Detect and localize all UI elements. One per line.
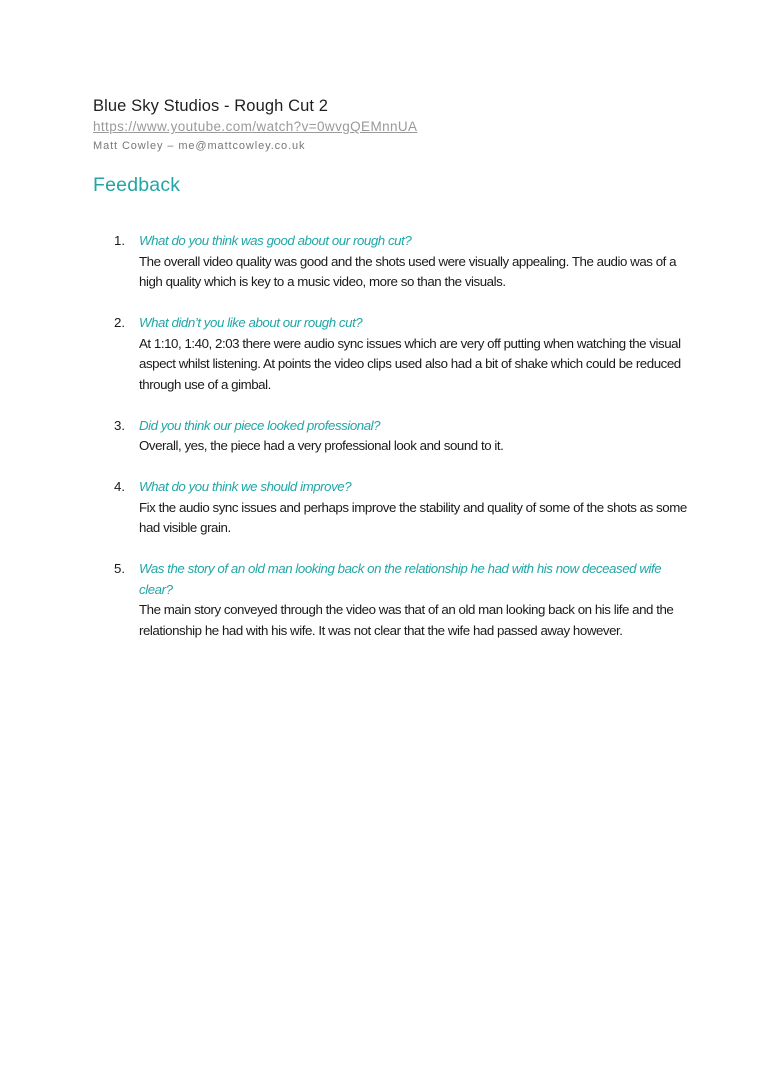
answer-text: Overall, yes, the piece had a very professional look and sound to it. <box>139 438 504 453</box>
answer-text: At 1:10, 1:40, 2:03 there were audio sync issues which are very off putting when watching the visual aspect whilst listening. At points the video clips used also had a bit of shake which could be reduced through use of a gimbal. <box>139 335 681 392</box>
question-text: Was the story of an old man looking back on the relationship he had with his now deceased wife clear? <box>139 561 662 597</box>
question-text: What do you think we should improve? <box>139 479 352 494</box>
item-number: 5. <box>114 561 126 576</box>
question-text: What do you think was good about our rough cut? <box>139 233 412 248</box>
feedback-heading: Feedback <box>93 174 181 196</box>
item-number: 1. <box>114 233 126 248</box>
answer-text: The overall video quality was good and the shots used were visually appealing. The audio was of a high quality which is key to a music video, more so than the visuals. <box>139 253 677 289</box>
feedback-item <box>114 559 694 641</box>
feedback-item <box>114 313 694 395</box>
feedback-list <box>114 231 694 662</box>
author-line: Matt Cowley – me@mattcowley.co.uk <box>93 140 306 152</box>
item-number: 4. <box>114 479 126 494</box>
document-title: Blue Sky Studios - Rough Cut 2 <box>93 97 329 115</box>
item-number: 2. <box>114 315 126 330</box>
question-text: What didn’t you like about our rough cut? <box>139 315 363 330</box>
video-link[interactable]: https://www.youtube.com/watch?v=0wvgQEMnnUA <box>93 119 418 134</box>
feedback-item <box>114 231 694 293</box>
answer-text: The main story conveyed through the video was that of an old man looking back on his life and the relationship he had with his wife. It was not clear that the wife had passed away however. <box>139 602 674 638</box>
feedback-item <box>114 477 694 539</box>
item-number: 3. <box>114 417 126 433</box>
answer-text: Fix the audio sync issues and perhaps improve the stability and quality of some of the shots as some had visible grain. <box>139 499 687 535</box>
question-text: Did you think our piece looked professional? <box>139 417 381 433</box>
document-header <box>93 96 693 154</box>
feedback-item <box>114 416 694 457</box>
